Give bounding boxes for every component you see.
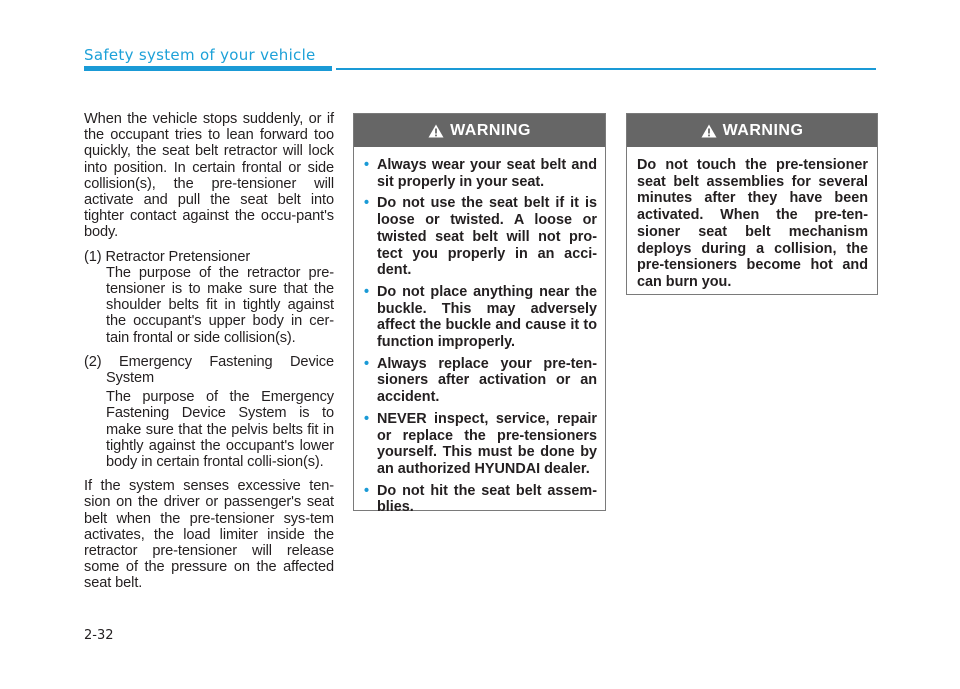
bullet-icon: •: [364, 355, 370, 372]
item-emergency-heading: (2) Emergency Fastening Device System: [84, 353, 334, 387]
bullet-icon: •: [364, 157, 370, 173]
warning-item: • Do not hit the seat belt assem-blies.: [364, 482, 597, 516]
section-title: Safety system of your vehicle: [84, 46, 316, 64]
warning-triangle-icon: [701, 124, 717, 138]
warning-header: [354, 114, 605, 147]
load-limiter-paragraph: If the system senses excessive ten-sion on the driver or passenger's seat belt when the pre-tensioner sys-tem activates, the load limiter inside the retractor pre-tensioner will release some of the pressure on the affected seat belt.: [84, 478, 334, 592]
warning-header: [627, 114, 877, 147]
bullet-icon: •: [364, 283, 370, 300]
warning-list: [354, 147, 605, 516]
intro-paragraph: When the vehicle stops suddenly, or if the occupant tries to lean forward too quickly, the seat belt retractor will lock into position. In certain frontal or side collision(s), the pre-tensioner will activate and pull the seat belt into tighter contact against the occu-pant's body.: [84, 111, 334, 241]
bullet-icon: •: [364, 195, 370, 212]
header-rule-thick: [84, 66, 332, 71]
item-emergency-body: The purpose of the Emergency Fastening Device System is to make sure that the pelvis belts fit in tightly against the occupant's lower body in certain frontal colli-sion(s).: [106, 389, 334, 471]
header-rule-thin: [336, 68, 876, 70]
warning-title: WARNING: [722, 121, 804, 139]
warning-item: • Always wear your seat belt and sit properly in your seat.: [364, 157, 597, 190]
warning-text: Do not touch the pre-tensioner seat belt assemblies for several minutes after they have been activated. When the pre-ten-sioner seat belt mechanism deploys during a collision, the pre-tensioners become hot and can burn you.: [637, 157, 868, 290]
warning-item: • Do not place anything near the buckle. This may adversely affect the buckle and cause it to function improperly.: [364, 283, 597, 351]
warning-title: WARNING: [450, 121, 531, 139]
body-column: [84, 111, 334, 600]
warning-box-2: [626, 113, 878, 295]
warning-item: • Always replace your pre-ten-sioners after activation or an accident.: [364, 355, 597, 406]
warning-triangle-icon: [428, 124, 444, 138]
bullet-icon: •: [364, 410, 370, 427]
warning-item: • Do not use the seat belt if it is loose or twisted. A loose or twisted seat belt will not pro-tect you properly in an acci-dent.: [364, 195, 597, 279]
item-retractor-body: The purpose of the retractor pre-tensioner is to make sure that the shoulder belts fit in tightly against the occupant's upper body in cer-tain frontal or side collision(s).: [106, 264, 334, 346]
page-number: 2-32: [84, 628, 114, 643]
item-retractor-heading: (1) Retractor Pretensioner: [84, 248, 251, 265]
warning-box-1: [353, 113, 606, 516]
warning-item: • NEVER inspect, service, repair or replace the pre-tensioners yourself. This must be done by an authorized HYUNDAI dealer.: [364, 410, 597, 477]
bullet-icon: •: [364, 482, 370, 499]
